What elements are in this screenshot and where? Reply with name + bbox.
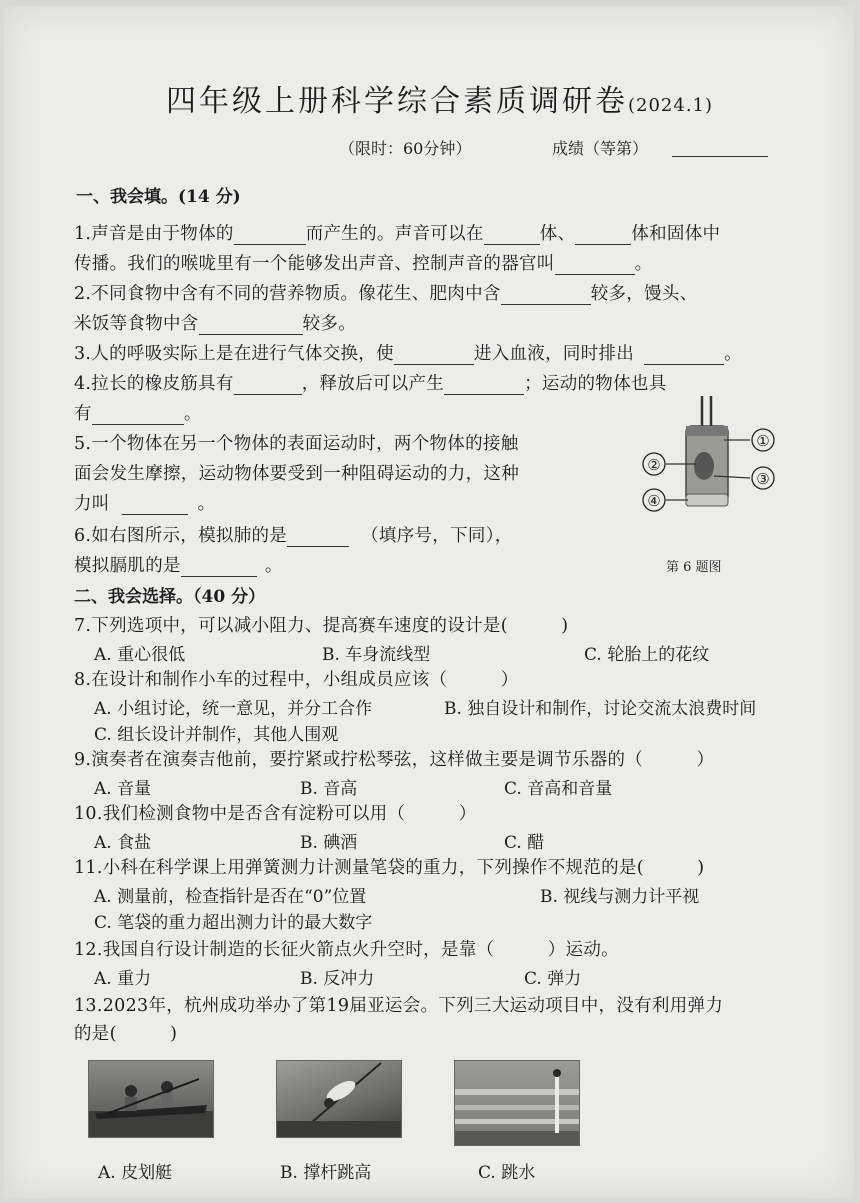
q3-text-c: 。: [724, 344, 742, 364]
q2-text-d: 较多。: [302, 314, 357, 334]
section2-heading: 二、我会选择。（40 分）: [74, 587, 266, 607]
exam-paper: [4, 6, 854, 1198]
q6-line1: [74, 522, 513, 547]
grade-blank: [672, 156, 768, 157]
q7-stem: 7.下列选项中，可以减小阻力、提高赛车速度的设计是( ): [74, 616, 569, 636]
q1-text-a: 1.声音是由于物体的: [74, 224, 234, 244]
q12-option-b: B. 反冲力: [300, 969, 375, 989]
q5-line1: 5.一个物体在另一个物体的表面运动时，两个物体的接触: [74, 434, 519, 454]
section1-heading: 一、我会填。(14 分): [76, 187, 241, 207]
q6-line2: [74, 552, 283, 577]
grade-label: 成绩（等第）: [552, 139, 649, 158]
q2-text-c: 米饭等食物中含: [74, 314, 199, 334]
q8-option-a: A. 小组讨论，统一意见，并分工合作: [94, 699, 373, 719]
q7-option-b: B. 车身流线型: [322, 645, 431, 665]
answer-blank: [199, 314, 303, 335]
answer-blank: [501, 284, 591, 305]
diving-photo: [454, 1060, 580, 1146]
q9-stem: 9.演奏者在演奏吉他前，要拧紧或拧松琴弦，这样做主要是调节乐器的（ ）: [74, 750, 715, 770]
q11-option-b: B. 视线与测力计平视: [540, 887, 700, 907]
q1-line1: [74, 220, 720, 245]
q1-text-e: 传播。我们的喉咙里有一个能够发出声音、控制声音的器官叫: [74, 254, 555, 274]
q10-stem: 10.我们检测食物中是否含有淀粉可以用（ ）: [74, 804, 477, 824]
diving-illustration: [455, 1061, 579, 1145]
q3-text-b: 进入血液，同时排出: [473, 344, 635, 364]
q13-stem-line2: 的是( ): [74, 1024, 178, 1044]
q4-line2: [74, 400, 202, 425]
q3-text-a: 3.人的呼吸实际上是在进行气体交换，使: [74, 344, 394, 364]
q5-text-c: 力叫: [74, 494, 110, 514]
q7-option-c: C. 轮胎上的花纹: [584, 645, 710, 665]
q1-text-f: 。: [634, 254, 653, 274]
answer-blank: [181, 556, 257, 577]
figure-label-2: ②: [647, 456, 661, 474]
q4-line1: [74, 370, 667, 395]
q11-option-c: C. 笔袋的重力超出测力计的最大数字: [94, 913, 373, 933]
figure-caption: 第 6 题图: [666, 560, 722, 575]
q4-text-a: 4.拉长的橡皮筋具有: [74, 374, 234, 394]
q6-text-a: 6.如右图所示，模拟肺的是: [74, 526, 288, 546]
q6-text-d: 。: [264, 556, 283, 576]
q8-option-c: C. 组长设计并制作，其他人围观: [94, 725, 339, 745]
kayak-illustration: [89, 1061, 213, 1137]
q1-text-c: 体、: [539, 224, 576, 244]
q2-line1: [74, 280, 698, 305]
q6-text-b: （填序号，下同），: [361, 526, 513, 546]
q1-text-d: 体和固体中: [631, 224, 721, 244]
q2-text-a: 2.不同食物中含有不同的营养物质。像花生、肥肉中含: [74, 284, 501, 304]
q4-text-c: ；运动的物体也具: [524, 374, 667, 394]
q4-text-d: 有: [74, 404, 92, 424]
q9-option-b: B. 音高: [300, 779, 358, 799]
title-year: (2024.1): [628, 95, 714, 116]
q10-option-c: C. 醋: [504, 833, 545, 853]
q11-option-a: A. 测量前，检查指针是否在“0”位置: [94, 887, 367, 907]
q1-text-b: 而产生的。声音可以在: [305, 224, 484, 244]
pole-vault-photo: [276, 1060, 402, 1138]
answer-blank: [644, 344, 724, 365]
q9-option-a: A. 音量: [94, 779, 152, 799]
q12-option-a: A. 重力: [94, 969, 152, 989]
q3-line: [74, 340, 742, 365]
answer-blank: [575, 224, 631, 245]
q6-text-c: 模拟膈肌的是: [74, 556, 181, 576]
lung-model-figure: [634, 392, 784, 522]
q10-option-b: B. 碘酒: [300, 833, 358, 853]
answer-blank: [444, 374, 524, 395]
figure-label-4: ④: [647, 492, 661, 510]
time-limit: （限时：60分钟）: [339, 139, 472, 158]
q13-option-a: A. 皮划艇: [98, 1163, 173, 1183]
q11-stem: 11.小科在科学课上用弹簧测力计测量笔袋的重力，下列操作不规范的是( ): [74, 858, 705, 878]
answer-blank: [234, 374, 302, 395]
answer-blank: [394, 344, 474, 365]
q5-line3: [74, 490, 215, 515]
answer-blank: [122, 494, 188, 515]
q13-option-b: B. 撑杆跳高: [280, 1163, 372, 1183]
page-title: [166, 76, 713, 120]
q4-text-b: ，释放后可以产生: [301, 374, 445, 394]
figure-label-3: ③: [756, 470, 770, 488]
answer-blank: [555, 254, 635, 275]
q4-text-e: 。: [183, 404, 202, 424]
q13-stem-line1: 13.2023年，杭州成功举办了第19届亚运会。下列三大运动项目中，没有利用弹力: [74, 996, 724, 1016]
title-text: 四年级上册科学综合素质调研卷: [166, 84, 628, 119]
answer-blank: [234, 224, 306, 245]
answer-blank: [92, 404, 184, 425]
q8-option-b: B. 独自设计和制作，讨论交流太浪费时间: [444, 699, 757, 719]
q13-option-c: C. 跳水: [478, 1163, 536, 1183]
q10-option-a: A. 食盐: [94, 833, 152, 853]
q12-stem: 12.我国自行设计制造的长征火箭点火升空时，是靠（ ）运动。: [74, 940, 619, 960]
q5-text-d: 。: [197, 494, 216, 514]
q2-text-b: 较多，馒头、: [590, 284, 698, 304]
q5-line2: 面会发生摩擦，运动物体要受到一种阻碍运动的力，这种: [74, 464, 519, 484]
q7-option-a: A. 重心很低: [94, 645, 186, 665]
pole-vault-illustration: [277, 1061, 401, 1137]
q8-stem: 8.在设计和制作小车的过程中，小组成员应该（ ）: [74, 670, 519, 690]
kayak-photo: [88, 1060, 214, 1138]
answer-blank: [287, 526, 349, 547]
q2-line2: [74, 310, 356, 335]
q1-line2: [74, 250, 652, 275]
answer-blank: [484, 224, 540, 245]
figure-label-1: ①: [756, 432, 770, 450]
q12-option-c: C. 弹力: [524, 969, 582, 989]
q9-option-c: C. 音高和音量: [504, 779, 613, 799]
